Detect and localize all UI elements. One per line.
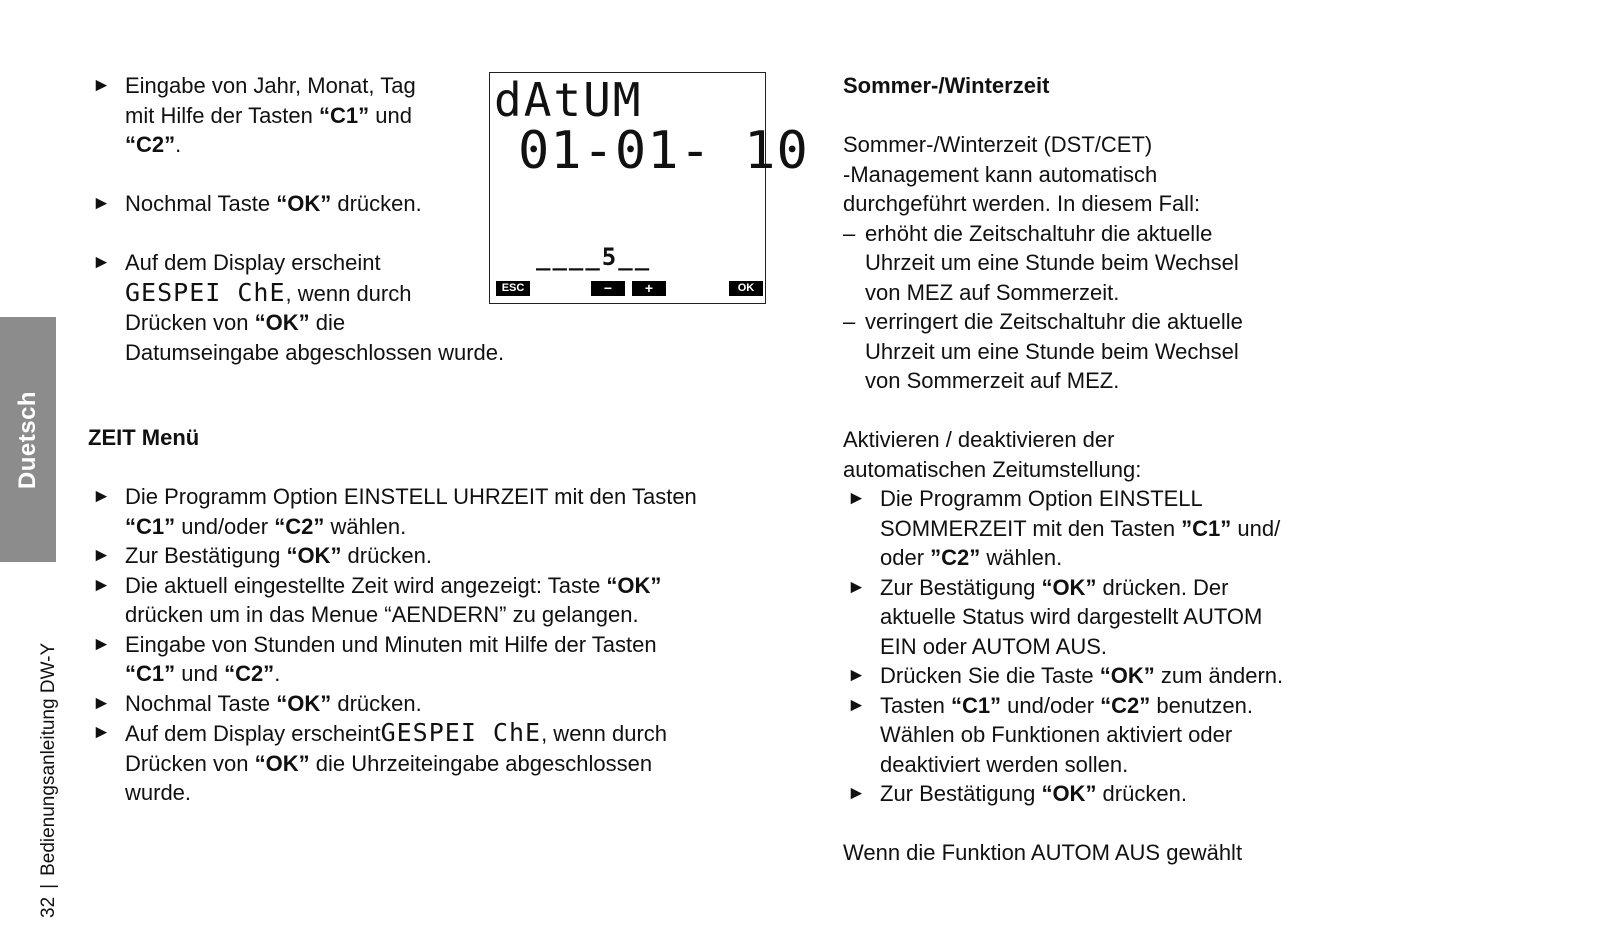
text-line [125, 101, 482, 131]
text-line: Aktivieren / deaktivieren der [843, 427, 1115, 452]
display-saved-line3 [125, 308, 595, 338]
text-run: oder [880, 545, 931, 570]
arrow-right-icon: ► [92, 75, 111, 96]
text-run: drücken. Der [1096, 574, 1229, 600]
text-run: Tasten [880, 692, 951, 718]
text-line: Uhrzeit um eine Stunde beim Wechsel [865, 250, 1239, 275]
text-run: aktuelle Status wird dargestellt AUTOM [880, 604, 1263, 629]
text-line [880, 661, 1543, 691]
list-item [847, 779, 1543, 809]
page-footer [38, 643, 60, 918]
text-run: Wählen ob Funktionen aktiviert oder [880, 722, 1233, 747]
lcd-key-row [496, 281, 759, 297]
key-name: “OK” [286, 543, 342, 568]
minus-key-label: − [591, 281, 625, 296]
plus-key-label: + [632, 281, 666, 296]
key-name: “C2” [125, 132, 176, 157]
text-line [880, 484, 1543, 514]
text-line [880, 602, 1543, 632]
text-run: und [369, 102, 412, 128]
text-run: drücken. [331, 690, 422, 716]
display-saved-line1: Auf dem Display erscheint [125, 250, 381, 275]
text-line: erhöht die Zeitschaltuhr die aktuelle [865, 220, 1213, 246]
text-run: und/oder [175, 513, 275, 539]
text-run: mit Hilfe der Tasten [125, 102, 320, 128]
lcd-display-illustration [489, 72, 809, 304]
list-item [847, 661, 1543, 691]
text-run: und/oder [1001, 692, 1101, 718]
arrow-right-icon: ► [92, 545, 111, 566]
key-name: “OK” [276, 191, 332, 216]
date-intro [125, 71, 482, 160]
page-number: 32 [38, 896, 59, 918]
key-name: “OK” [276, 690, 332, 716]
text-run: Eingabe von Stunden und Minuten mit Hilfe der Tasten [125, 631, 657, 657]
text-run: Zur Bestätigung [125, 543, 287, 568]
list-item [92, 630, 768, 689]
language-tab-label: Duetsch [14, 390, 41, 489]
text-run: Die aktuell eingestellte Zeit wird angezeigt: Taste [125, 572, 607, 598]
text-line: verringert die Zeitschaltuhr die aktuelle [865, 309, 1243, 334]
text-run: Nochmal Taste [125, 690, 277, 716]
arrow-right-icon: ► [92, 722, 111, 743]
text-line [125, 71, 482, 101]
text-line [880, 691, 1543, 721]
arrow-right-icon: ► [847, 576, 866, 598]
dst-intro [843, 130, 1543, 219]
arrow-right-icon: ► [92, 193, 111, 214]
esc-key-label: ESC [496, 281, 530, 296]
key-name: “OK” [254, 310, 310, 335]
language-tab [0, 317, 56, 562]
date-entry-instructions [92, 71, 505, 367]
lcd-gespeichert-text: GESPEI ChE [380, 718, 542, 747]
text-line [125, 512, 768, 542]
text-run: Drücken von [125, 750, 255, 776]
text-line [125, 541, 768, 571]
key-name: “C1” [319, 102, 370, 128]
key-name: “C2” [1100, 692, 1151, 718]
text-run: die [309, 310, 346, 335]
text-run: benutzen. [1150, 692, 1254, 718]
arrow-right-icon: ► [847, 665, 866, 686]
key-name: “OK” [606, 572, 662, 598]
text-line [880, 573, 1543, 603]
key-name: ”C2” [930, 545, 981, 570]
dst-dash-list [843, 219, 1543, 396]
dst-activate-intro [843, 425, 1543, 484]
text-run: wählen. [324, 513, 407, 539]
dst-final-line: Wenn die Funktion AUTOM AUS gewählt [843, 840, 1243, 865]
text-run: SOMMERZEIT mit den Tasten [880, 515, 1182, 541]
lcd-gespeichert-text: GESPEI ChE [125, 277, 286, 307]
key-name: “OK” [254, 750, 310, 776]
dash-marker: – [843, 309, 856, 334]
arrow-right-icon: ► [92, 692, 111, 714]
dst-section [843, 71, 1543, 868]
list-item [847, 484, 1543, 573]
text-line [880, 720, 1543, 750]
text-run: und [175, 661, 225, 686]
text-line [125, 482, 768, 512]
display-saved-line4: Datumseingabe abgeschlossen wurde. [125, 339, 505, 365]
key-name: “OK” [1041, 781, 1097, 806]
lcd-line-cursor: ____5__ [536, 243, 652, 271]
text-line: von Sommerzeit auf MEZ. [865, 368, 1120, 393]
key-name: “C2” [274, 513, 325, 539]
list-item [847, 573, 1543, 662]
arrow-right-icon: ► [92, 486, 111, 507]
zeit-menu-section [88, 423, 768, 808]
text-line: durchgeführt werden. In diesem Fall: [843, 191, 1201, 216]
zeit-saved-line3: wurde. [125, 780, 192, 805]
text-run: Zur Bestätigung [880, 574, 1042, 600]
zeit-step-display-saved [92, 718, 768, 808]
text-run: Drücken von [125, 310, 255, 335]
text-line [880, 543, 1543, 573]
key-name: “C2” [224, 661, 275, 686]
text-run: deaktiviert werden sollen. [880, 751, 1129, 777]
text-run: Nochmal Taste [125, 191, 277, 216]
text-line [880, 632, 1543, 662]
text-line [880, 750, 1543, 780]
step-date-input [92, 71, 482, 160]
key-name: “C1” [950, 692, 1002, 718]
text-run: Die Programm Option EINSTELL [880, 486, 1203, 511]
list-item [92, 482, 768, 541]
key-name: ”C1” [1181, 515, 1232, 541]
key-name: “C1” [125, 513, 176, 539]
text-run: EIN oder AUTOM AUS. [880, 633, 1108, 659]
text-line: Sommer-/Winterzeit (DST/CET) [843, 132, 1153, 157]
text-run: . [175, 132, 182, 157]
text-line [125, 600, 768, 630]
text-line [125, 130, 482, 160]
key-name: “OK” [1099, 663, 1155, 688]
step-press-ok [92, 189, 482, 219]
arrow-right-icon: ► [847, 694, 866, 716]
dash-list-item [843, 307, 1543, 396]
lcd-line-date-value: 01-01- 10 [518, 121, 809, 181]
zeit-saved-line1-a: Auf dem Display erscheint [125, 721, 381, 746]
zeit-steps [88, 482, 768, 718]
text-run: drücken. [331, 191, 422, 216]
lcd-line-datum: dAtUM [494, 73, 643, 127]
arrow-right-icon: ► [847, 488, 866, 509]
manual-title: Bedienungsanleitung DW-Y [38, 642, 59, 876]
text-run: . [274, 661, 281, 686]
text-run: drücken. [1096, 781, 1187, 806]
key-name: “OK” [1041, 574, 1097, 600]
text-run: und/ [1231, 515, 1281, 541]
text-line [880, 514, 1543, 544]
zeit-saved-line1 [125, 718, 768, 749]
text-line: von MEZ auf Sommerzeit. [865, 279, 1120, 305]
list-item [92, 571, 768, 630]
zeit-menu-heading: ZEIT Menü [88, 425, 200, 450]
text-line [880, 779, 1543, 809]
dash-list-item [843, 219, 1543, 308]
dst-steps [843, 484, 1543, 809]
text-line: -Management kann automatisch [843, 161, 1158, 187]
text-line: automatischen Zeitumstellung: [843, 456, 1142, 482]
zeit-saved-line2 [125, 749, 768, 779]
footer-separator: | [38, 883, 59, 889]
text-run: zum ändern. [1154, 663, 1284, 688]
text-run: die Uhrzeiteingabe abgeschlossen [309, 750, 653, 776]
text-line: Uhrzeit um eine Stunde beim Wechsel [865, 338, 1239, 364]
display-saved-line2-rest: , wenn durch [285, 280, 412, 306]
text-line [125, 689, 768, 719]
text-run: drücken. [341, 543, 432, 568]
dst-heading: Sommer-/Winterzeit [843, 73, 1050, 98]
arrow-right-icon: ► [847, 783, 866, 804]
arrow-right-icon: ► [92, 574, 111, 596]
text-line [125, 571, 768, 601]
text-run: Die Programm Option EINSTELL UHRZEIT mit den Tasten [125, 484, 697, 509]
step-press-ok-text [125, 189, 482, 219]
text-run: Drücken Sie die Taste [880, 663, 1100, 688]
list-item [847, 691, 1543, 780]
text-run: drücken um in das Menue “AENDERN” zu gelangen. [125, 602, 639, 627]
text-run: Eingabe von Jahr, Monat, Tag [125, 73, 416, 98]
text-run: wählen. [980, 545, 1063, 570]
ok-key-label: OK [729, 281, 763, 296]
list-item [92, 689, 768, 719]
text-run: Zur Bestätigung [880, 781, 1042, 806]
key-name: “C1” [125, 661, 176, 686]
text-line [125, 659, 768, 689]
zeit-saved-line1-b: , wenn durch [541, 721, 668, 746]
arrow-right-icon: ► [92, 252, 111, 273]
list-item [92, 541, 768, 571]
arrow-right-icon: ► [92, 633, 111, 655]
text-line [125, 630, 768, 660]
dash-marker: – [843, 220, 856, 246]
